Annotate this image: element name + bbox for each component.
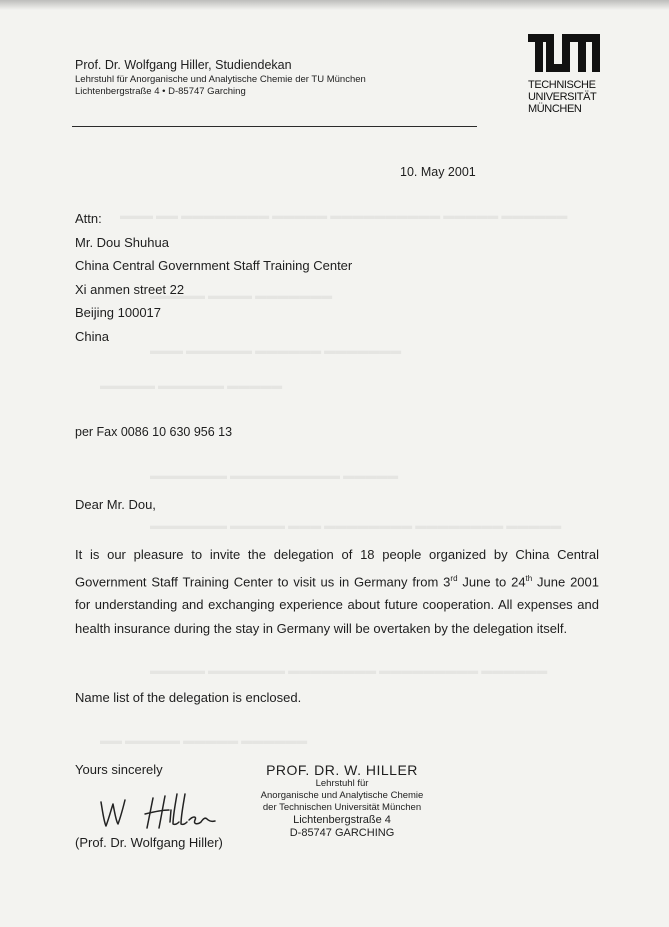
letterhead <box>75 58 366 98</box>
letterhead-rule <box>72 126 477 127</box>
stamp-line-2: Anorganische und Analytische Chemie <box>260 790 424 801</box>
stamp-line-1: Lehrstuhl für <box>315 778 369 789</box>
recipient-address <box>75 207 352 348</box>
letter-date: 10. May 2001 <box>400 165 476 179</box>
handwritten-signature <box>95 788 245 841</box>
body-sup-2: th <box>525 573 533 583</box>
salutation: Dear Mr. Dou, <box>75 497 156 512</box>
fax-number: per Fax 0086 10 630 956 13 <box>75 425 233 439</box>
tum-logo-icon <box>528 34 600 72</box>
stamp-line-4: Lichtenbergstraße 4 <box>293 814 391 826</box>
sender-address: Lichtenbergstraße 4 • D-85747 Garching <box>75 86 246 97</box>
fax-header-strip <box>0 0 669 10</box>
recipient-country: China <box>75 328 109 344</box>
recipient-name: Mr. Dou Shuhua <box>75 234 169 250</box>
logo-line-2: UNIVERSITÄT <box>528 91 597 103</box>
body-text-c: June 2001 for understanding and exchanging experience about future cooperation. All expenses and health insurance during the stay in Germany will be overtaken by the delegation itself. <box>75 573 599 636</box>
body-text-b: June to 24 <box>457 573 526 589</box>
logo-line-1: TECHNISCHE <box>528 79 596 91</box>
body-paragraph <box>75 543 599 640</box>
body-text-a: It is our pleasure to invite the delegation of 18 people organized by China Central Government Staff Training Center to visit us in Germany from 3 <box>75 547 599 589</box>
recipient-city: Beijing 100017 <box>75 305 162 320</box>
sender-name: Prof. Dr. Wolfgang Hiller, Studiendekan <box>75 58 292 72</box>
body-sup-1: rd <box>450 573 458 583</box>
stamp-line-5: D-85747 GARCHING <box>289 827 395 839</box>
enclosure-note: Name list of the delegation is enclosed. <box>75 690 302 705</box>
stamp-title: PROF. DR. W. HILLER <box>266 762 418 778</box>
letter-page: ▬▬▬ ▬▬ ▬▬▬▬▬▬▬▬ ▬▬▬▬▬ ▬▬▬▬▬▬▬▬▬▬ ▬▬▬▬▬ ▬▬▬▬▬▬ ▬▬▬▬▬ ▬▬▬▬ ▬▬▬▬▬▬▬ ▬▬▬ ▬▬▬▬▬▬ ▬▬▬▬▬▬ ▬▬▬▬▬▬▬ ▬▬▬▬▬ ▬▬▬▬▬▬ ▬▬▬▬▬ ▬▬▬▬▬▬▬ ▬▬▬▬▬▬▬▬▬▬ ▬▬▬▬▬ ▬▬▬▬▬▬▬ ▬▬▬▬▬ ▬▬▬ ▬▬▬▬▬▬▬▬ ▬▬▬▬▬▬▬▬ ▬▬▬▬▬ ▬▬▬▬▬ ▬▬▬▬▬▬▬ ▬▬▬▬▬▬▬▬ ▬▬▬▬▬▬▬▬▬ ▬▬▬▬▬▬ ▬▬ ▬▬▬▬▬ ▬▬▬▬▬ ▬▬▬▬▬▬ Prof. Dr. Wolfgang Hiller, Studiendekan Lehrstuhl für Anorganische und Analytische Chemie der TU München Lichtenbergstraße 4 • D-85747 Garching TECHNISCHE UNIVERSITÄT MÜNCHEN 10. May 2001 Attn: Mr. Dou Shuhua China Central Government Staff Training Center Xi anmen street 22 Beijing 100017 China per Fax 0086 10 630 956 13 Dear Mr. Dou, It is our pleasure to invite the delegation of 18 people organized by China Central Government Staff Training Center to visit us in Germany from 3rd June to 24th June 2001 for understanding and exchanging experience about future cooperation. All expenses and health insurance during the stay in Germany will be overtaken by the delegation itself. Name list of the delegation is enclosed. Yours sincerely (Prof. Dr. Wolfgang Hiller) PROF. DR. W. HILLER Lehrstuhl für Anorganische und Analytische Chemie der Technischen Universität München Lichtenbergstraße 4 D-85747 GARCHING <box>0 0 669 927</box>
sender-chair: Lehrstuhl für Anorganische und Analytische Chemie der TU München <box>75 74 366 85</box>
recipient-street: Xi anmen street 22 <box>75 281 185 297</box>
recipient-org: China Central Government Staff Training Center <box>75 258 353 273</box>
closing-phrase: Yours sincerely <box>75 762 163 777</box>
logo-line-3: MÜNCHEN <box>528 103 582 115</box>
tum-logo <box>528 34 606 115</box>
attn-label: Attn: <box>75 211 102 226</box>
signer-name: (Prof. Dr. Wolfgang Hiller) <box>75 835 223 850</box>
official-stamp <box>252 762 432 840</box>
stamp-line-3: der Technischen Universität München <box>262 802 422 813</box>
